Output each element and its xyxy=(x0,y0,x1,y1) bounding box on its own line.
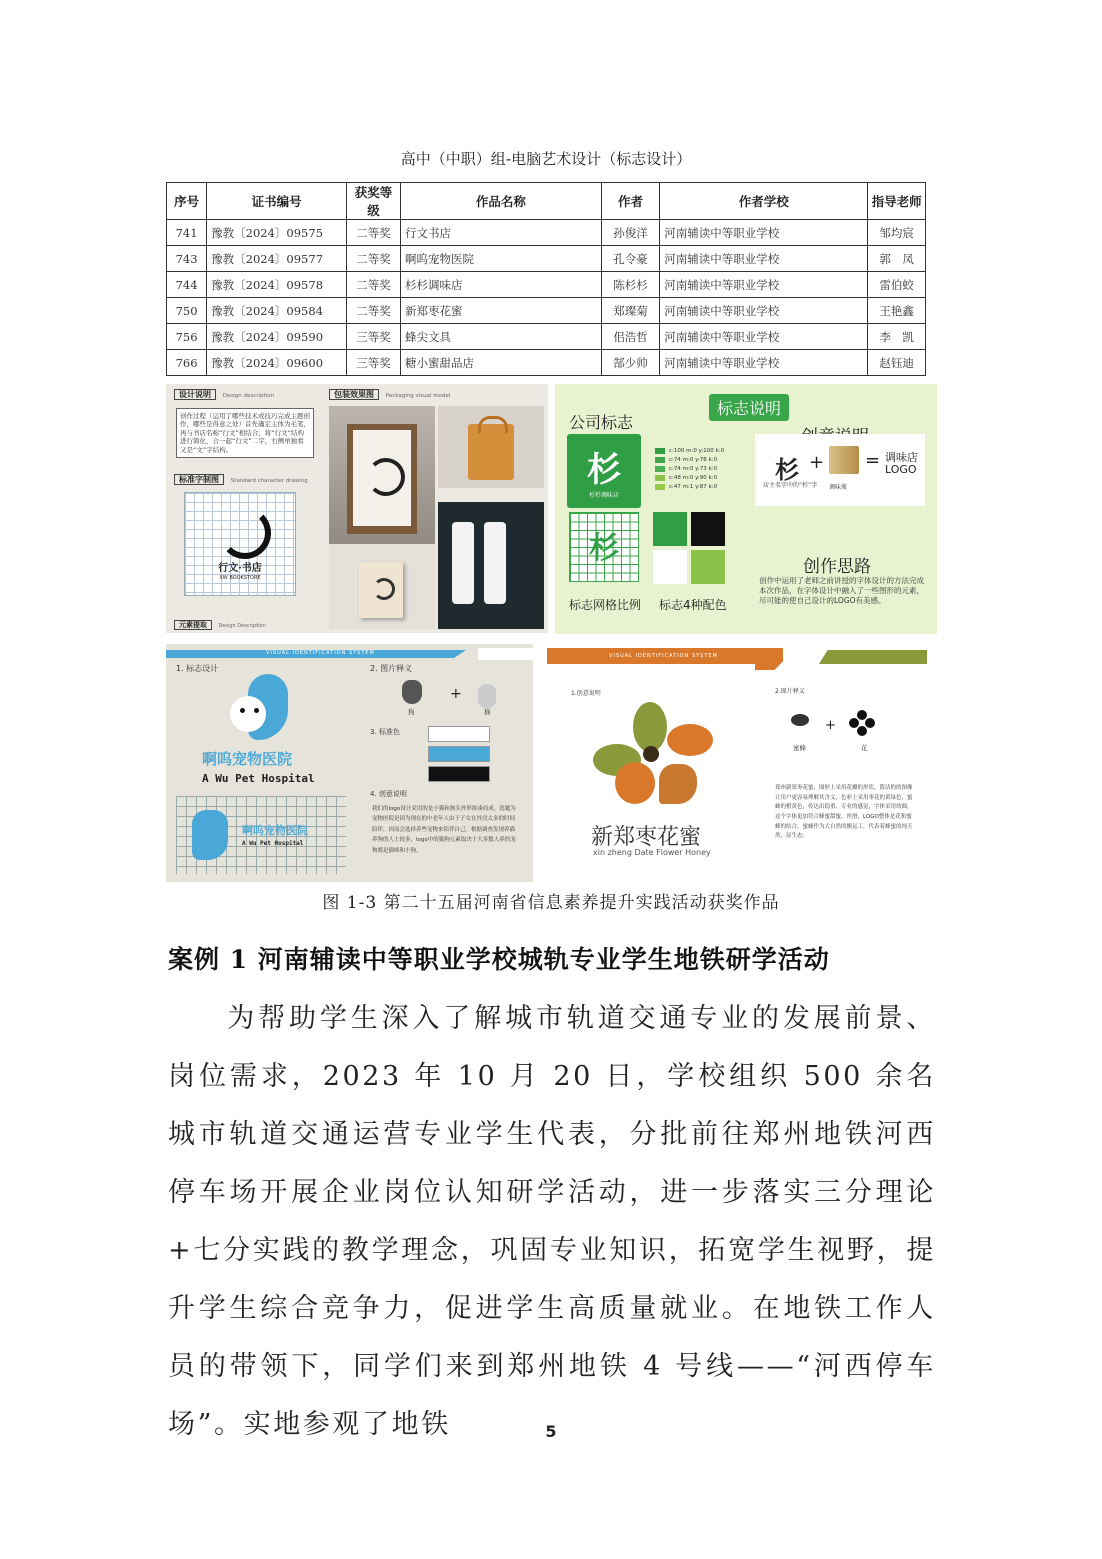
table-cell: 豫教〔2024〕09584 xyxy=(207,298,347,324)
table-row xyxy=(167,220,926,246)
logo-en: XW BOOKSTORE xyxy=(219,575,261,581)
table-cell: 赵钰迪 xyxy=(868,350,926,376)
table-row xyxy=(167,272,926,298)
desc: 我们的logo设计采用的是小猫和狗头外形拼凑而成。选题为宠物医院是因为现在的中老年人由于子女在外没太多的时间陪伴，因而会选择养些宠物来陪伴自己。根据调查发现养猫养狗的人士较多，logo中的猫狗元素取决于大多数人养的宠物都是猫咪和小狗。 xyxy=(372,806,516,854)
brand-en: xin zheng Date Flower Honey xyxy=(593,848,711,857)
color-swatch xyxy=(655,466,665,472)
company-logo xyxy=(567,434,641,508)
standard-color-swatch xyxy=(428,746,490,762)
badge: 标志说明 xyxy=(709,394,789,421)
work-panel-pet-hospital xyxy=(166,644,533,882)
table-cell: 743 xyxy=(167,246,207,272)
formula-result: 调味店LOGO xyxy=(885,451,918,476)
color-code-text: c:100 m:0 y:100 k:0 xyxy=(669,448,725,454)
s3: 3. 标准色 xyxy=(370,728,400,736)
standard-color-swatch xyxy=(428,766,490,782)
table-cell: 766 xyxy=(167,350,207,376)
table-cell: 李 凯 xyxy=(868,324,926,350)
bee-label: 蜜蜂 xyxy=(793,744,806,752)
table-cell: 河南辅读中等职业学校 xyxy=(660,324,868,350)
table-title: 高中（中职）组-电脑艺术设计（标志设计） xyxy=(400,150,692,168)
table-body xyxy=(167,220,926,376)
standard-colors xyxy=(428,726,490,786)
flower-label: 花 xyxy=(861,744,868,752)
color-code-text: c:74 m:0 y:73 k:0 xyxy=(669,466,718,472)
seasoning-bottle-icon xyxy=(829,446,859,474)
equals-icon: = xyxy=(865,450,881,471)
brush-logo-icon xyxy=(219,507,271,559)
header-bar-olive xyxy=(819,650,927,664)
table-header-cell: 作者 xyxy=(601,183,660,220)
table-header-cell: 作品名称 xyxy=(401,183,602,220)
color-code-row xyxy=(655,484,724,490)
table-header-cell: 获奖等级 xyxy=(347,183,401,220)
table-cell: 二等奖 xyxy=(347,220,401,246)
table-header-cell: 作者学校 xyxy=(660,183,868,220)
figure-caption: 图 1-3 第二十五届河南省信息素养提升实践活动获奖作品 xyxy=(322,893,780,913)
color-swatch xyxy=(655,475,665,481)
awards-table xyxy=(166,182,926,376)
color-code-row xyxy=(655,457,724,463)
color-code-row xyxy=(655,475,724,481)
table-row xyxy=(167,298,926,324)
paragraph-text: 为帮助学生深入了解城市轨道交通专业的发展前景、岗位需求，2023 年 10 月 20 日，学校组织 500 余名城市轨道交通运营专业学生代表，分批前往郑州地铁河西停车场开展企业岗位认知研学活动，进一步落实三分理论+七分实践的教学理念，巩固专业知识，拓宽学生视野，提升学生综合竞争力，促进学生高质量就业。在地铁工作人员的带领下，同学们来到郑州地铁 4 号线——“河西停车场”。实地参观了地铁 xyxy=(168,1003,936,1440)
table-cell: 孔令豪 xyxy=(601,246,660,272)
table-header-cell: 指导老师 xyxy=(868,183,926,220)
logo-grid: 杉 xyxy=(569,512,639,582)
table-cell: 孙俊洋 xyxy=(601,220,660,246)
work-panel-date-honey xyxy=(547,648,927,880)
table-cell: 744 xyxy=(167,272,207,298)
formula-note1: 店主名字中的“杉”字 xyxy=(763,482,818,489)
mockup-photo-poster xyxy=(329,406,435,561)
s2: 2. 图片释义 xyxy=(370,664,413,673)
table-cell: 邹均宸 xyxy=(868,220,926,246)
pet-logo-icon xyxy=(224,674,290,744)
table-cell: 756 xyxy=(167,324,207,350)
color-code-row xyxy=(655,466,724,472)
logo-char: 杉 xyxy=(587,450,621,490)
color-code-text: c:48 m:0 y:90 k:0 xyxy=(669,475,718,481)
table-row xyxy=(167,324,926,350)
design-title: 设计说明 Design description xyxy=(174,389,274,400)
table-cell: 啊呜宠物医院 xyxy=(401,246,602,272)
table-cell: 郜少帅 xyxy=(601,350,660,376)
table-cell: 佀浩哲 xyxy=(601,324,660,350)
header-text: VISUAL IDENTIFICATION SYSTEM xyxy=(266,650,375,656)
cat-icon xyxy=(478,684,496,708)
formula-box xyxy=(755,434,925,506)
table-cell: 二等奖 xyxy=(347,272,401,298)
table-cell: 糖小蜜甜品店 xyxy=(401,350,602,376)
table-cell: 三等奖 xyxy=(347,350,401,376)
color-code-row xyxy=(655,448,724,454)
table-cell: 王艳鑫 xyxy=(868,298,926,324)
s1: 1.创意说明 xyxy=(571,690,601,697)
mockup-title: 包装效果图 Packaging visual model xyxy=(329,389,450,400)
plus-icon: + xyxy=(809,452,825,473)
design-text: 创作过程（运用了哪些技术或技巧完成主题创作，哪些是得意之处）首先确定主体为毛笔，再与书店名称“行文”相结合，将“行文”结构进行简化，合一起“行文”二字，右侧单独看又是“文”字结构。 xyxy=(176,408,314,458)
table-cell: 河南辅读中等职业学校 xyxy=(660,246,868,272)
table-cell: 河南辅读中等职业学校 xyxy=(660,272,868,298)
table-cell: 郑璨菊 xyxy=(601,298,660,324)
table-cell: 新郑枣花蜜 xyxy=(401,298,602,324)
color-swatch xyxy=(655,484,665,490)
idea-text: 创作中运用了老师之前讲授的字体设计的方法完成本次作品，在字体设计中融入了一些图形的元素，尽可能的使自己设计的LOGO有美感。 xyxy=(759,576,924,605)
plus-icon: + xyxy=(825,718,836,733)
section-heading: 案例 1 河南辅读中等职业学校城轨专业学生地铁研学活动 xyxy=(168,945,830,974)
company-logo-label: 公司标志 xyxy=(569,413,634,432)
color-swatch xyxy=(655,457,665,463)
table-cell: 豫教〔2024〕09578 xyxy=(207,272,347,298)
grid-label: 标志网格比例 xyxy=(569,598,642,612)
dog-label: 狗 xyxy=(408,708,415,716)
table-cell: 河南辅读中等职业学校 xyxy=(660,298,868,324)
s4: 4. 创意说明 xyxy=(370,790,407,798)
flower-icon xyxy=(849,710,875,736)
color-code-text: c:74 m:0 y:76 k:0 xyxy=(669,457,718,463)
page-number: 5 xyxy=(545,1422,557,1441)
color-swatch xyxy=(655,448,665,454)
logo-text: 行文·书店 xyxy=(218,563,262,574)
table-header-cell: 序号 xyxy=(167,183,207,220)
dog-icon xyxy=(402,680,422,704)
name-en: A Wu Pet Hospital xyxy=(202,772,315,785)
table-cell: 河南辅读中等职业学校 xyxy=(660,350,868,376)
idea-title: 创作思路 xyxy=(803,557,871,577)
table-cell: 陈杉杉 xyxy=(601,272,660,298)
logo-color-variants xyxy=(653,512,727,586)
table-cell: 蜂尖文具 xyxy=(401,324,602,350)
work-panel-bookstore xyxy=(166,384,548,633)
table-cell: 河南辅读中等职业学校 xyxy=(660,220,868,246)
table-cell: 750 xyxy=(167,298,207,324)
table-cell: 豫教〔2024〕09575 xyxy=(207,220,347,246)
table-cell: 郭 凤 xyxy=(868,246,926,272)
logo-grid: 啊呜宠物医院 A Wu Pet Hospital xyxy=(176,796,346,874)
table-cell: 雷伯蛟 xyxy=(868,272,926,298)
formula-note2: 调味瓶 xyxy=(829,484,848,491)
body-paragraph xyxy=(168,990,936,1454)
mockup-photo-tags xyxy=(438,502,544,629)
logo-grid xyxy=(184,492,296,596)
table-row xyxy=(167,246,926,272)
desc: 郑州新郑枣花蜜，图形上采用花瓣的形状，简洁的的图像让用户更容易理解其含义，色彩上采用枣花的黄绿色，蜜蜂的橙黄色，传达出稳重、专业的感觉，字体采用幼圆，这个字体更加符合蜂蜜甜蜜、丝滑，LOGO整体是花和蜜蜂的结合，蜜蜂作为大自然的搬运工，代表着蜂蜜的纯天然，原生态。 xyxy=(775,785,913,840)
footer-title: 元素提取 Design Description xyxy=(174,620,266,630)
plus-icon: + xyxy=(450,686,462,702)
table-cell: 豫教〔2024〕09600 xyxy=(207,350,347,376)
color-codes xyxy=(655,448,724,493)
cat-label: 猫 xyxy=(484,708,491,716)
mockup-photo-bag-orange xyxy=(438,406,544,488)
formula-char: 杉 xyxy=(775,455,799,484)
table-cell: 豫教〔2024〕09590 xyxy=(207,324,347,350)
logo-sub: 杉杉调味店 xyxy=(588,492,619,499)
name-cn: 啊呜宠物医院 xyxy=(202,750,293,768)
bee-icon xyxy=(791,714,809,726)
color-code-text: c:47 m:1 y:87 k:0 xyxy=(669,484,718,490)
header-text: VISUAL IDENTIFICATION SYSTEM xyxy=(609,653,718,659)
table-cell: 二等奖 xyxy=(347,246,401,272)
s2: 2.图片释义 xyxy=(775,688,805,695)
s1: 1. 标志设计 xyxy=(176,664,219,673)
table-row xyxy=(167,350,926,376)
table-cell: 741 xyxy=(167,220,207,246)
standard-color-swatch xyxy=(428,726,490,742)
mockup-photo-bag-white xyxy=(329,544,435,629)
table-header-cell: 证书编号 xyxy=(207,183,347,220)
table-header-row xyxy=(167,183,926,220)
brand-cn: 新郑枣花蜜 xyxy=(591,825,702,850)
table-cell: 杉杉调味店 xyxy=(401,272,602,298)
grid-title: 标准字制图 Standard character drawing xyxy=(174,474,308,485)
table-cell: 三等奖 xyxy=(347,324,401,350)
table-cell: 豫教〔2024〕09577 xyxy=(207,246,347,272)
table-cell: 行文书店 xyxy=(401,220,602,246)
color-label: 标志4种配色 xyxy=(659,598,727,612)
header-logo-box xyxy=(478,648,533,660)
work-panel-seasoning-shop xyxy=(555,384,937,634)
table-cell: 二等奖 xyxy=(347,298,401,324)
flower-bee-logo-icon xyxy=(593,702,713,812)
